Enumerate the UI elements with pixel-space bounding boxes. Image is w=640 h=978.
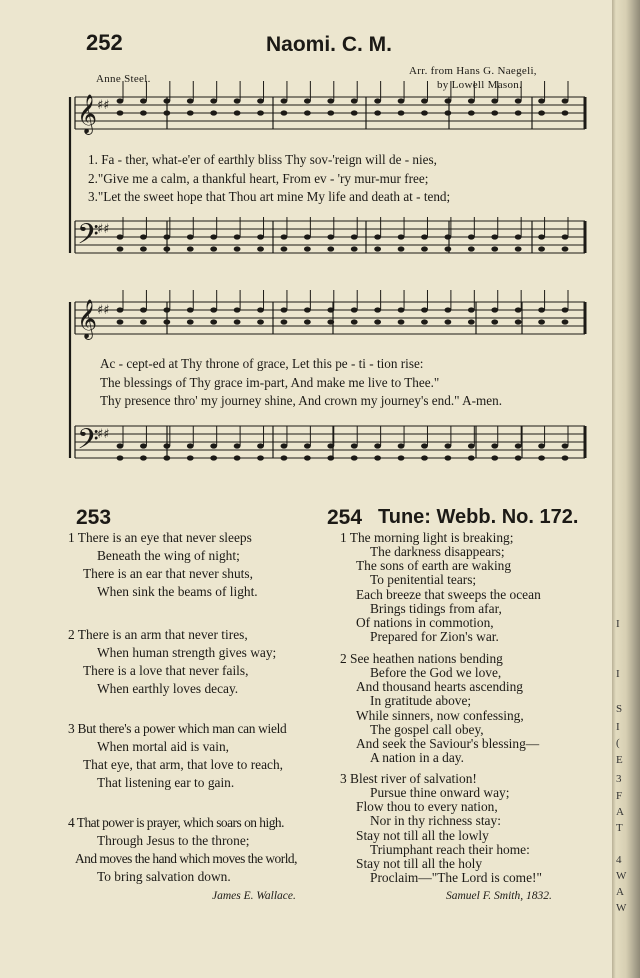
note-head: [468, 234, 475, 239]
note-head: [140, 98, 147, 103]
note-head: [421, 110, 428, 115]
note-head: [491, 234, 498, 239]
hymn-253-line: 3 But there's a power which man can wield: [68, 721, 287, 736]
note-head: [327, 110, 334, 115]
note-head: [374, 455, 381, 460]
note-head: [398, 455, 405, 460]
note-head: [187, 234, 194, 239]
hymn-254-line: 3 Blest river of salvation!: [340, 771, 477, 786]
note-head: [398, 443, 405, 448]
note-head: [374, 246, 381, 251]
note-head: [234, 110, 241, 115]
note-head: [281, 110, 288, 115]
note-head: [562, 246, 569, 251]
note-head: [468, 319, 475, 324]
note-head: [515, 443, 522, 448]
hymn-253-line: 2 There is an arm that never tires,: [68, 627, 248, 642]
note-head: [515, 319, 522, 324]
note-head: [444, 455, 451, 460]
note-head: [210, 98, 217, 103]
hymn-254-line: Brings tidings from afar,: [370, 601, 502, 616]
hymn-253-line: When human strength gives way;: [97, 645, 277, 660]
note-head: [234, 234, 241, 239]
hymn-254-line: Stay not till all the lowly: [356, 828, 489, 843]
note-head: [351, 234, 358, 239]
note-head: [304, 307, 311, 312]
page-number: 252: [86, 30, 123, 55]
system1-verse-1: 1. Fa - ther, what-e'er of earthly bliss Thy sov-'reign will de - nies,: [88, 152, 437, 167]
hymn-253-line: When earthly loves decay.: [97, 681, 239, 696]
note-head: [281, 98, 288, 103]
note-head: [327, 443, 334, 448]
note-head: [468, 110, 475, 115]
note-head: [491, 455, 498, 460]
hymn-253-line: When mortal aid is vain,: [97, 739, 230, 754]
note-head: [351, 246, 358, 251]
key-signature-sharp: ♯♯: [97, 98, 110, 113]
note-head: [491, 307, 498, 312]
note-head: [304, 455, 311, 460]
hymn-254-line: Prepared for Zion's war.: [370, 629, 499, 644]
note-head: [374, 110, 381, 115]
note-head: [117, 319, 124, 324]
hymn-254-tune: Tune: Webb. No. 172.: [378, 506, 579, 528]
note-head: [281, 307, 288, 312]
note-head: [234, 246, 241, 251]
note-head: [538, 319, 545, 324]
hymn-254-line: The darkness disappears;: [370, 544, 505, 559]
note-head: [374, 307, 381, 312]
note-head: [281, 246, 288, 251]
note-head: [234, 443, 241, 448]
hymn-254-line: To penitential tears;: [370, 572, 477, 587]
hymn-254-line: While sinners, now confessing,: [356, 708, 524, 723]
key-signature-sharp: ♯♯: [97, 427, 110, 442]
note-head: [421, 319, 428, 324]
note-head: [515, 307, 522, 312]
note-head: [351, 319, 358, 324]
hymn-254-line: Flow thou to every nation,: [356, 799, 498, 814]
arranger-line-2: by Lowell Mason.: [437, 79, 523, 91]
note-head: [562, 110, 569, 115]
system2-verse-2: The blessings of Thy grace im-part, And make me live to Thee.": [100, 375, 440, 390]
note-head: [117, 307, 124, 312]
note-head: [538, 98, 545, 103]
hymn-254-line: Proclaim—"The Lord is come!": [370, 870, 542, 885]
note-head: [351, 455, 358, 460]
note-head: [163, 110, 170, 115]
bass-clef: 𝄢: [77, 423, 99, 463]
note-head: [163, 234, 170, 239]
bass-clef: 𝄢: [77, 218, 99, 258]
hymn-254-line: Nor in thy richness stay:: [370, 813, 501, 828]
note-head: [281, 234, 288, 239]
note-head: [374, 234, 381, 239]
note-head: [210, 307, 217, 312]
note-head: [257, 307, 264, 312]
note-head: [491, 246, 498, 251]
note-head: [374, 319, 381, 324]
note-head: [140, 234, 147, 239]
note-head: [210, 246, 217, 251]
key-signature-sharp: ♯♯: [97, 222, 110, 237]
hymn-253-line: 1 There is an eye that never sleeps: [68, 530, 252, 545]
note-head: [257, 246, 264, 251]
note-head: [374, 98, 381, 103]
note-head: [421, 307, 428, 312]
note-head: [327, 98, 334, 103]
note-head: [257, 455, 264, 460]
note-head: [304, 443, 311, 448]
hymn-254-line: Of nations in commotion,: [356, 615, 494, 630]
note-head: [468, 246, 475, 251]
hymn-253-line: There is a love that never fails,: [83, 663, 249, 678]
note-head: [538, 110, 545, 115]
note-head: [257, 98, 264, 103]
note-head: [327, 319, 334, 324]
note-head: [538, 455, 545, 460]
note-head: [304, 246, 311, 251]
hymn-254-line: Before the God we love,: [370, 665, 502, 680]
note-head: [491, 98, 498, 103]
note-head: [117, 234, 124, 239]
system1-verse-2: 2."Give me a calm, a thankful heart, From ev - 'ry mur-mur free;: [88, 171, 429, 186]
note-head: [210, 234, 217, 239]
note-head: [187, 455, 194, 460]
note-head: [398, 234, 405, 239]
note-head: [491, 319, 498, 324]
note-head: [210, 319, 217, 324]
hymn-253-attribution: James E. Wallace.: [212, 890, 296, 902]
treble-clef: 𝄞: [77, 94, 98, 134]
note-head: [304, 98, 311, 103]
hymn-253-number: 253: [76, 506, 112, 529]
note-head: [140, 319, 147, 324]
note-head: [257, 319, 264, 324]
hymn-254-line: The sons of earth are waking: [356, 558, 512, 573]
note-head: [562, 98, 569, 103]
note-head: [187, 110, 194, 115]
note-head: [538, 307, 545, 312]
note-head: [515, 246, 522, 251]
hymn-254-line: 2 See heathen nations bending: [340, 651, 503, 666]
note-head: [398, 319, 405, 324]
note-head: [117, 110, 124, 115]
note-head: [562, 307, 569, 312]
note-head: [234, 98, 241, 103]
system1-verse-3: 3."Let the sweet hope that Thou art mine My life and death at - tend;: [88, 189, 451, 204]
system2-verse-1: Ac - cept-ed at Thy throne of grace, Let this pe - ti - tion rise:: [100, 356, 424, 371]
hymn-253-line: When sink the beams of light.: [97, 584, 258, 599]
note-head: [421, 455, 428, 460]
note-head: [421, 98, 428, 103]
note-head: [351, 307, 358, 312]
note-head: [562, 234, 569, 239]
note-head: [444, 234, 451, 239]
note-head: [234, 319, 241, 324]
note-head: [327, 234, 334, 239]
note-head: [421, 443, 428, 448]
note-head: [515, 455, 522, 460]
note-head: [327, 455, 334, 460]
note-head: [281, 455, 288, 460]
hymn-254-line: A nation in a day.: [370, 750, 464, 765]
note-head: [187, 307, 194, 312]
hymn-253-line: To bring salvation down.: [97, 869, 231, 884]
note-head: [234, 307, 241, 312]
note-head: [117, 98, 124, 103]
hymn-253-line: That listening ear to gain.: [97, 775, 235, 790]
note-head: [140, 110, 147, 115]
hymn-253-line: Through Jesus to the throne;: [97, 833, 250, 848]
note-head: [491, 110, 498, 115]
note-head: [444, 319, 451, 324]
note-head: [304, 110, 311, 115]
note-head: [187, 98, 194, 103]
note-head: [515, 234, 522, 239]
hymn-254-attribution: Samuel F. Smith, 1832.: [446, 890, 552, 902]
hymn-253-line: 4 That power is prayer, which soars on high.: [68, 815, 284, 830]
note-head: [444, 246, 451, 251]
note-head: [398, 110, 405, 115]
note-head: [163, 307, 170, 312]
note-head: [468, 455, 475, 460]
arranger-line-1: Arr. from Hans G. Naegeli,: [409, 65, 537, 77]
note-head: [327, 307, 334, 312]
note-head: [421, 246, 428, 251]
note-head: [187, 443, 194, 448]
note-head: [351, 110, 358, 115]
note-head: [444, 307, 451, 312]
note-head: [515, 110, 522, 115]
note-head: [257, 443, 264, 448]
hymn-253-line: And moves the hand which moves the world,: [75, 851, 297, 866]
hymn-254-number: 254: [327, 506, 363, 529]
hymn-253-line: That eye, that arm, that love to reach,: [83, 757, 284, 772]
hymn-author: Anne Steel.: [96, 73, 151, 85]
note-head: [187, 319, 194, 324]
hymn-253-line: Beneath the wing of night;: [97, 548, 240, 563]
note-head: [491, 443, 498, 448]
hymn-253-line: There is an ear that never shuts,: [83, 566, 253, 581]
note-head: [327, 246, 334, 251]
note-head: [562, 319, 569, 324]
note-head: [163, 443, 170, 448]
note-head: [515, 98, 522, 103]
note-head: [538, 246, 545, 251]
note-head: [444, 443, 451, 448]
note-head: [304, 234, 311, 239]
note-head: [187, 246, 194, 251]
note-head: [281, 319, 288, 324]
note-head: [468, 98, 475, 103]
note-head: [257, 234, 264, 239]
note-head: [468, 307, 475, 312]
note-head: [444, 110, 451, 115]
hymn-254-line: And thousand hearts ascending: [356, 679, 523, 694]
key-signature-sharp: ♯♯: [97, 303, 110, 318]
note-head: [444, 98, 451, 103]
note-head: [234, 455, 241, 460]
note-head: [398, 246, 405, 251]
note-head: [163, 319, 170, 324]
note-head: [163, 455, 170, 460]
note-head: [538, 234, 545, 239]
note-head: [210, 110, 217, 115]
tune-title: Naomi. C. M.: [266, 33, 393, 56]
hymn-254-line: The gospel call obey,: [370, 722, 484, 737]
note-head: [374, 443, 381, 448]
hymn-254-line: 1 The morning light is breaking;: [340, 530, 514, 545]
note-head: [398, 307, 405, 312]
hymn-254-line: Pursue thine onward way;: [370, 785, 510, 800]
note-head: [140, 246, 147, 251]
hymn-254-line: Stay not till all the holy: [356, 856, 483, 871]
next-page-edge: I I S I ( E 3 F A T 4 W A W: [612, 0, 640, 978]
note-head: [117, 455, 124, 460]
hymn-254-line: And seek the Saviour's blessing—: [356, 736, 540, 751]
note-head: [210, 455, 217, 460]
note-head: [562, 455, 569, 460]
note-head: [163, 246, 170, 251]
treble-clef: 𝄞: [77, 299, 98, 339]
note-head: [468, 443, 475, 448]
hymn-254-line: Triumphant reach their home:: [370, 842, 530, 857]
note-head: [398, 98, 405, 103]
note-head: [117, 443, 124, 448]
note-head: [281, 443, 288, 448]
system2-verse-3: Thy presence thro' my journey shine, And crown my journey's end." A-men.: [100, 393, 503, 408]
note-head: [257, 110, 264, 115]
note-head: [140, 307, 147, 312]
note-head: [140, 455, 147, 460]
hymn-254-line: Each breeze that sweeps the ocean: [356, 587, 541, 602]
note-head: [538, 443, 545, 448]
hymn-254-line: In gratitude above;: [370, 693, 472, 708]
note-head: [421, 234, 428, 239]
note-head: [163, 98, 170, 103]
note-head: [351, 443, 358, 448]
note-head: [304, 319, 311, 324]
note-head: [117, 246, 124, 251]
note-head: [562, 443, 569, 448]
note-head: [210, 443, 217, 448]
note-head: [351, 98, 358, 103]
note-head: [140, 443, 147, 448]
